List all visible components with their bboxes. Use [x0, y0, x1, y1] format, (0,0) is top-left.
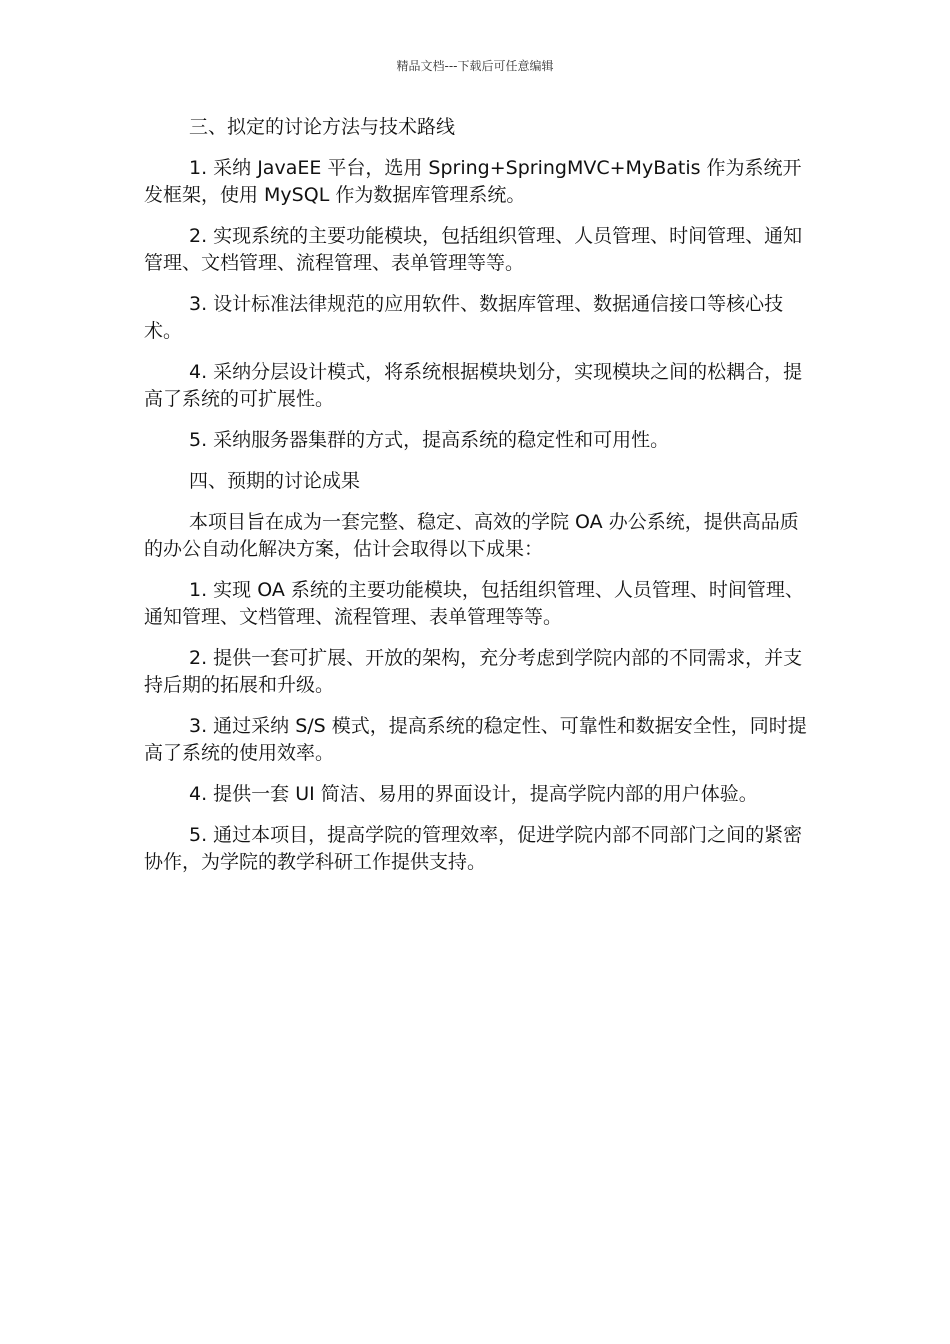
section-4-item-3: 3. 通过采纳 S/S 模式，提高系统的稳定性、可靠性和数据安全性，同时提高了系统的使用效率。 — [144, 715, 807, 764]
document-body — [144, 114, 810, 890]
section-4-item-2: 2. 提供一套可扩展、开放的架构，充分考虑到学院内部的不同需求，并支持后期的拓展和升级。 — [144, 647, 803, 696]
section-4-item-4: 4. 提供一套 UI 简洁、易用的界面设计，提高学院内部的用户体验。 — [189, 783, 758, 805]
section-4-intro: 本项目旨在成为一套完整、稳定、高效的学院 OA 办公系统，提供高品质的办公自动化解决方案，估计会取得以下成果： — [144, 511, 799, 560]
section-4-item-1: 1. 实现 OA 系统的主要功能模块，包括组织管理、人员管理、时间管理、通知管理、文档管理、流程管理、表单管理等等。 — [144, 579, 804, 628]
page-header: 精品文档---下载后可任意编辑 — [396, 59, 554, 73]
section-3-item-3: 3. 设计标准法律规范的应用软件、数据库管理、数据通信接口等核心技术。 — [144, 293, 784, 342]
section-3-item-4: 4. 采纳分层设计模式，将系统根据模块划分，实现模块之间的松耦合，提高了系统的可扩展性。 — [144, 361, 803, 410]
section-3-item-5: 5. 采纳服务器集群的方式，提高系统的稳定性和可用性。 — [189, 429, 670, 451]
section-3-heading: 三、拟定的讨论方法与技术路线 — [189, 116, 456, 138]
section-3-item-1: 1. 采纳 JavaEE 平台，选用 Spring+SpringMVC+MyBatis 作为系统开发框架，使用 MySQL 作为数据库管理系统。 — [144, 157, 802, 206]
section-4-item-5: 5. 通过本项目，提高学院的管理效率，促进学院内部不同部门之间的紧密协作，为学院的教学科研工作提供支持。 — [144, 824, 803, 873]
section-3-item-2: 2. 实现系统的主要功能模块，包括组织管理、人员管理、时间管理、通知管理、文档管理、流程管理、表单管理等等。 — [144, 225, 803, 274]
section-4-heading: 四、预期的讨论成果 — [189, 470, 361, 492]
